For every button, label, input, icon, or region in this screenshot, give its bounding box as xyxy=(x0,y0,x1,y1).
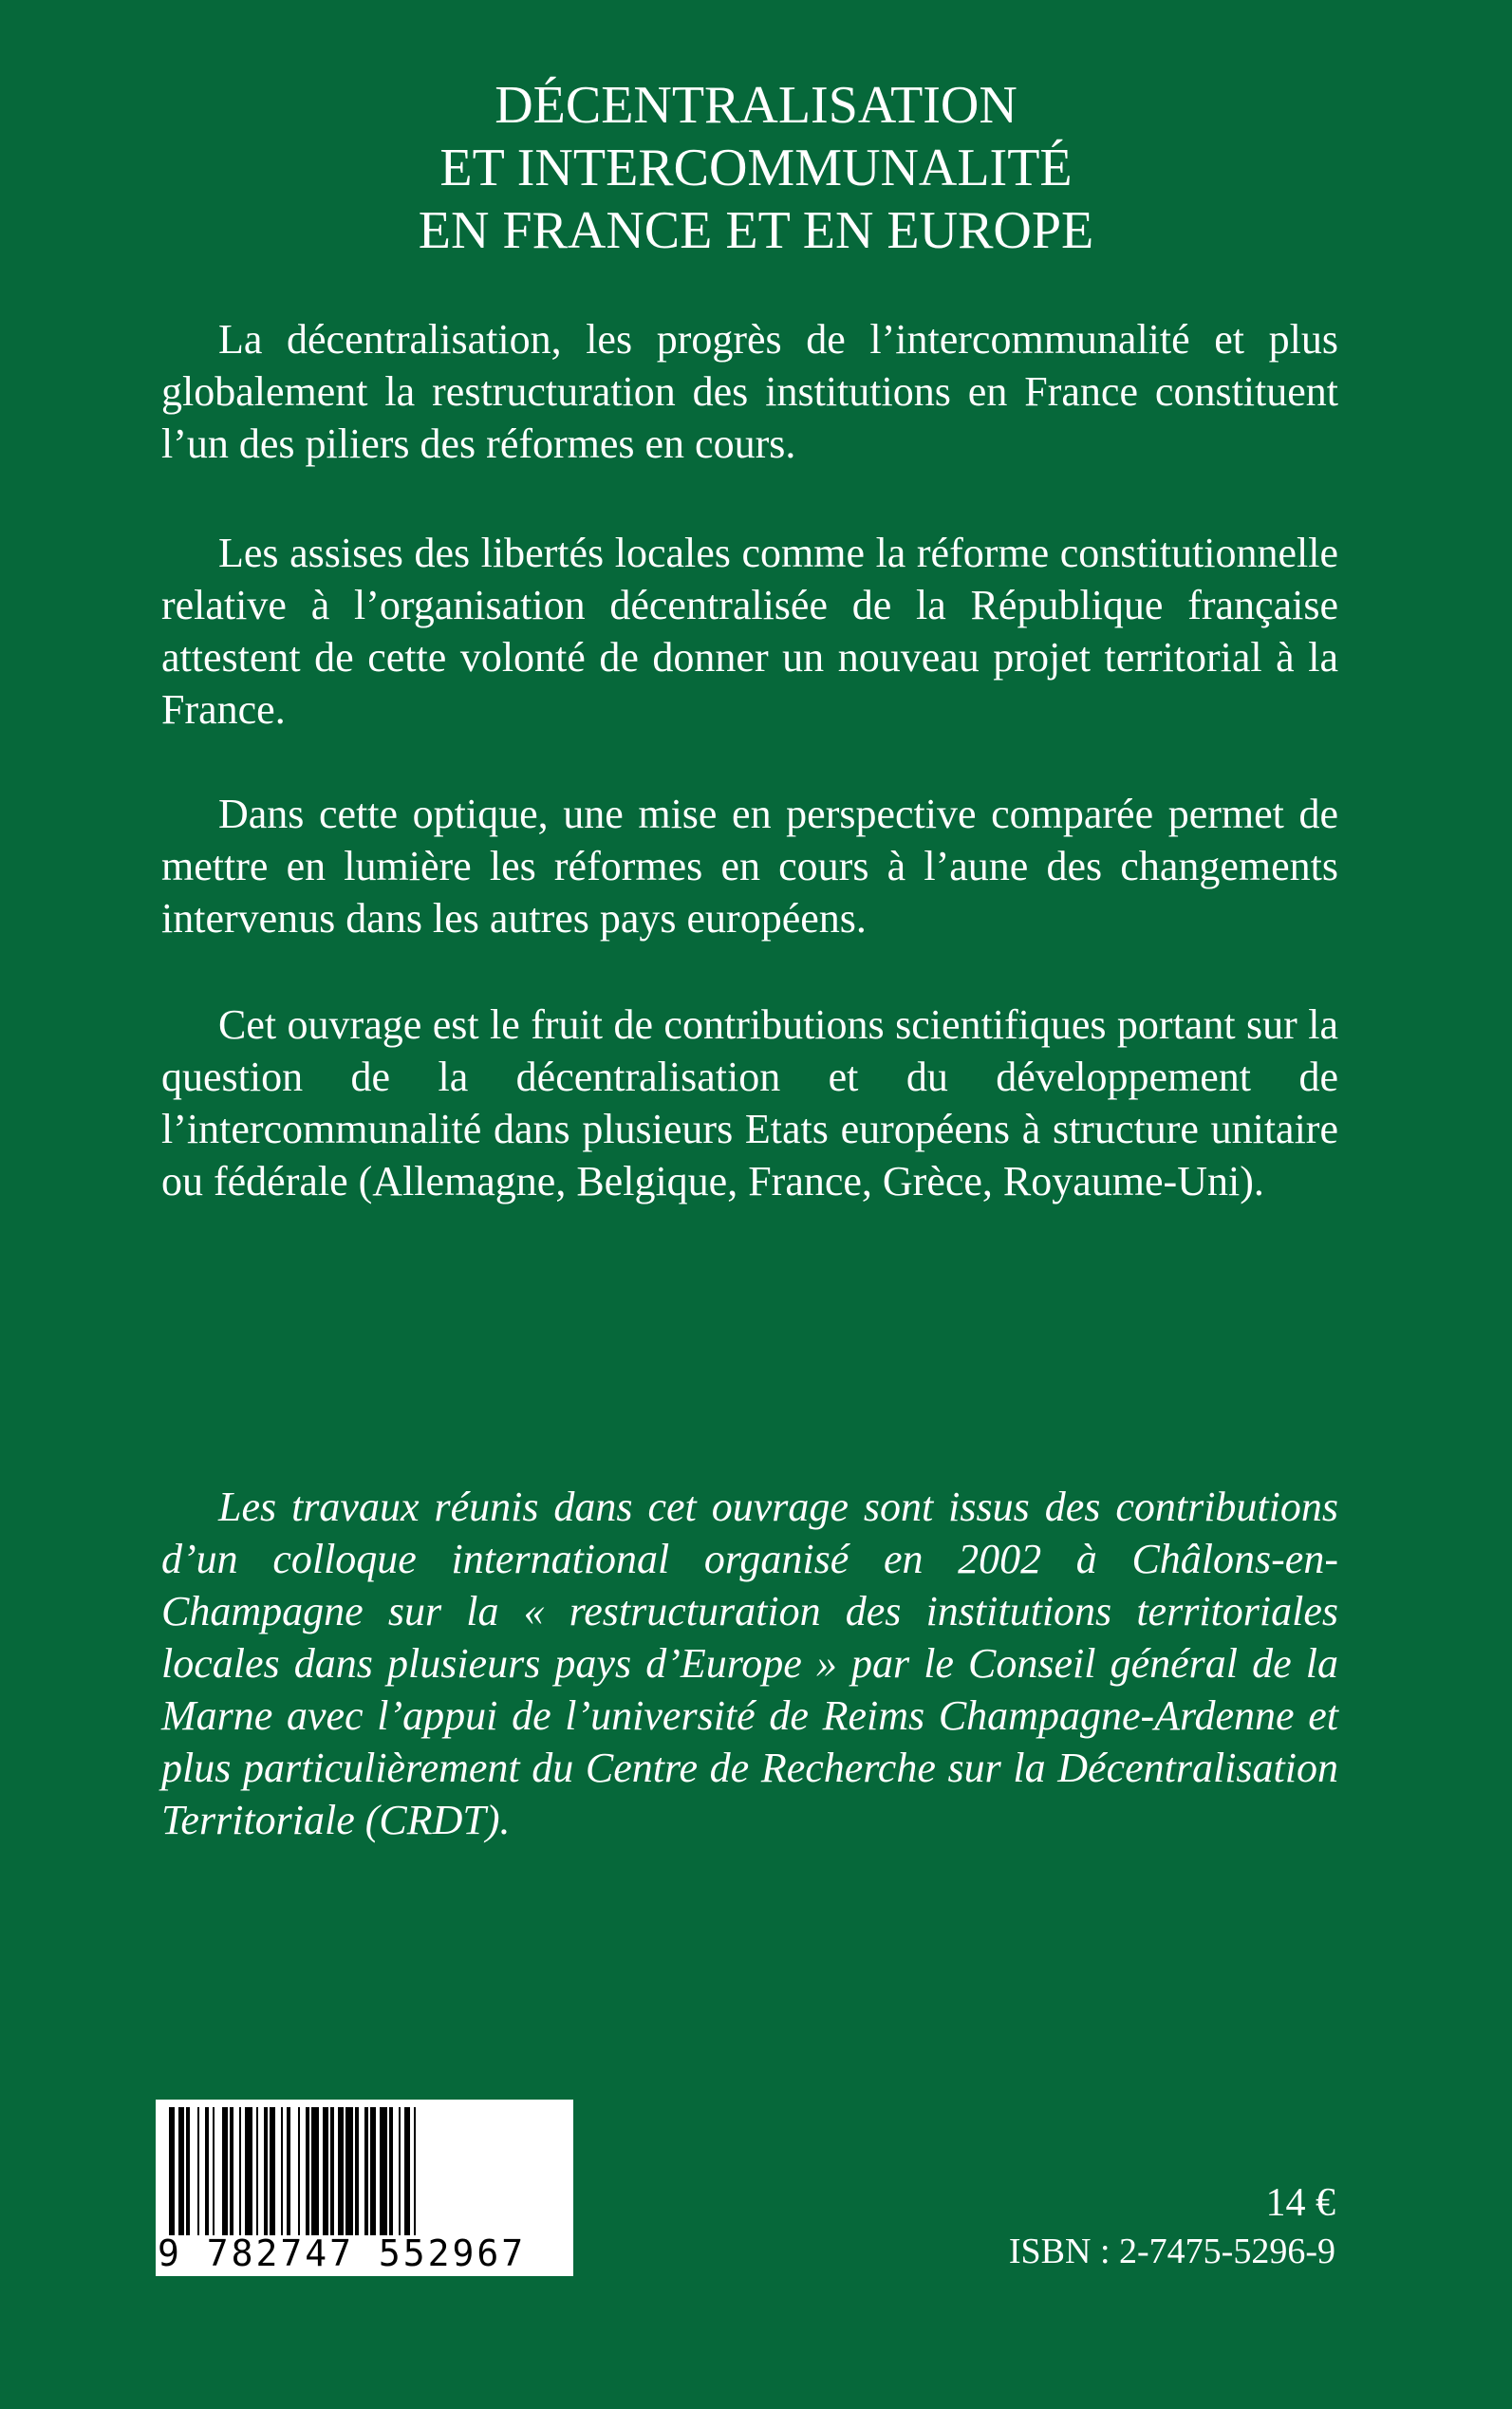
barcode-number: 9 782747 552967 xyxy=(158,2232,527,2274)
barcode-bar xyxy=(287,2107,290,2235)
barcode-bar xyxy=(245,2107,252,2235)
book-title xyxy=(0,74,1512,262)
barcode-bar xyxy=(380,2107,387,2235)
barcode-bar xyxy=(239,2107,241,2235)
summary-paragraph-1 xyxy=(161,313,1338,470)
barcode-bar xyxy=(404,2107,410,2235)
barcode-bar xyxy=(230,2107,233,2235)
barcode-bar xyxy=(389,2107,393,2235)
barcode-bar xyxy=(370,2107,376,2235)
barcode-bar xyxy=(270,2107,275,2235)
barcode-bar xyxy=(306,2107,309,2235)
paragraph-text: La décentralisation, les progrès de l’intercommunalité et plus globalement la restructuration des institutions en France constituent l’un des piliers des réformes en cours. xyxy=(161,316,1338,467)
barcode xyxy=(156,2100,573,2276)
paragraph-text: Cet ouvrage est le fruit de contributions scientifiques portant sur la question de la décentralisation et du développement de l’intercommunalité dans plusieurs Etats européens à structure unitaire ou fédérale (Allemagne, Belgique, France, Grèce, Royaume-Uni). xyxy=(161,1001,1338,1204)
barcode-bar xyxy=(213,2107,215,2235)
price: 14 € xyxy=(1265,2181,1335,2225)
paragraph-text: Les assises des libertés locales comme la réforme constitutionnelle relative à l’organisation décentralisée de la République française attestent de cette volonté de donner un nouveau projet territorial à la France. xyxy=(161,530,1338,733)
barcode-bar xyxy=(355,2107,359,2235)
barcode-bar xyxy=(178,2107,184,2235)
isbn: ISBN : 2-7475-5296-9 xyxy=(1008,2232,1335,2271)
barcode-bar xyxy=(169,2107,175,2235)
colloquium-note xyxy=(161,1481,1338,1846)
barcode-bar xyxy=(205,2107,209,2235)
title-line-3: EN FRANCE ET EN EUROPE xyxy=(418,201,1094,260)
barcode-bar xyxy=(323,2107,328,2235)
barcode-bar xyxy=(330,2107,334,2235)
summary-paragraph-2 xyxy=(161,527,1338,736)
summary-paragraph-3 xyxy=(161,788,1338,944)
title-line-1: DÉCENTRALISATION xyxy=(495,76,1017,135)
barcode-bar xyxy=(298,2107,300,2235)
barcode-bar xyxy=(256,2107,258,2235)
barcode-bar xyxy=(364,2107,368,2235)
barcode-bar xyxy=(281,2107,283,2235)
barcode-bar xyxy=(414,2107,416,2235)
barcode-bar xyxy=(222,2107,228,2235)
barcode-bar xyxy=(197,2107,199,2235)
title-line-2: ET INTERCOMMUNALITÉ xyxy=(439,139,1073,197)
paragraph-text: Les travaux réunis dans cet ouvrage sont issus des contributions d’un colloque international organisé en 2002 à Châlons-en-Champagne sur la « restructuration des institutions territoriales locales dans plusieurs pays d’Europe » par le Conseil général de la Marne avec l’appui de l’université de Reims Champagne-Ardenne et plus particulièrement du Centre de Recherche sur la Décentralisation Territoriale (CRDT). xyxy=(161,1484,1338,1843)
barcode-bar xyxy=(186,2107,190,2235)
paragraph-text: Dans cette optique, une mise en perspective comparée permet de mettre en lumière les réformes en cours à l’aune des changements intervenus dans les autres pays européens. xyxy=(161,791,1338,942)
summary-paragraph-4 xyxy=(161,999,1338,1207)
barcode-bar xyxy=(338,2107,344,2235)
barcode-bar xyxy=(345,2107,353,2235)
barcode-bars xyxy=(156,2100,573,2242)
barcode-bar xyxy=(399,2107,401,2235)
barcode-bar xyxy=(311,2107,319,2235)
barcode-bar xyxy=(264,2107,268,2235)
